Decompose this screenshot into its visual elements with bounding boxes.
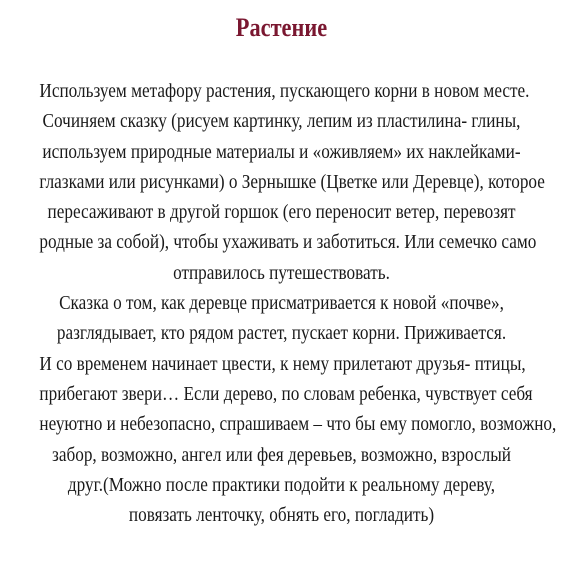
document-body [0,76,563,530]
text-line: Используем метафору растения, пускающего корни в новом месте. [39,80,530,102]
text-line: друг.(Можно после практики подойти к реальному дереву, [67,473,496,496]
text-line: отправилось путешествовать. [173,261,390,284]
document-title: Растение [235,13,328,42]
text-line: неуютно и небезопасно, спрашиваем – что бы ему помогло, возможно, [39,413,557,436]
text-line: пересаживают в другой горшок (его переносит ветер, перевозят [47,201,516,224]
text-line: глазками или рисунками) о Зернышке (Цветке или Деревце), которое [39,170,545,193]
text-line: Сочиняем сказку (рисуем картинку, лепим из пластилина- глины, [42,110,521,133]
text-line: повязать ленточку, обнять его, погладить) [128,504,435,527]
text-line: забор, возможно, ангел или фея деревьев, возможно, взрослый [52,443,511,466]
text-line: прибегают звери… Если дерево, по словам ребенка, чувствует себя [39,382,533,405]
text-line: И со временем начинает цвести, к нему прилетают друзья- птицы, [39,352,526,375]
text-line: Сказка о том, как деревце присматривается к новой «почве», [59,292,504,315]
text-line: используем природные материалы и «оживляем» их наклейками- [42,140,521,163]
text-line: разглядывает, кто рядом растет, пускает корни. Приживается. [56,322,507,345]
text-line: родные за собой), чтобы ухаживать и заботиться. Или семечко само [39,231,537,254]
